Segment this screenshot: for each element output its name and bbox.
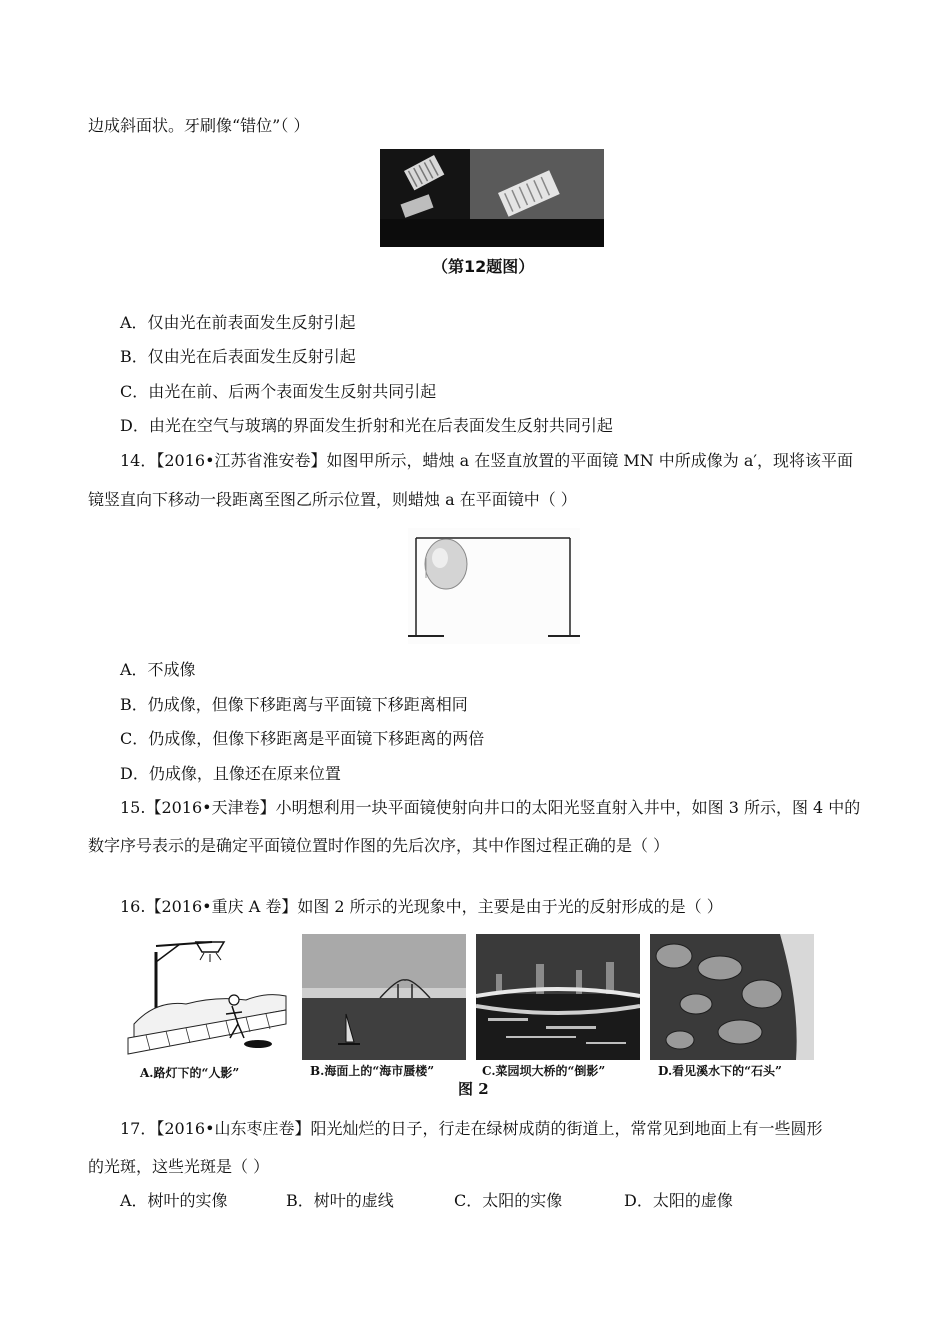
figure-2-title: 图 2	[458, 1080, 489, 1098]
question-13-stem: 边成斜面状。牙刷像“错位”（ ）	[88, 116, 310, 135]
option-d: D．仍成像，且像还在原来位置	[120, 764, 341, 783]
figure-c-bridge-reflection	[476, 934, 640, 1060]
option-a: A．树叶的实像	[120, 1191, 228, 1210]
option-d: D．太阳的虚像	[624, 1191, 733, 1210]
question-15-line2: 数字序号表示的是确定平面镜位置时作图的先后次序，其中作图过程正确的是（ ）	[88, 836, 670, 855]
question-14-line1: 14．【2016•江苏省淮安卷】如图甲所示，蜡烛 a 在竖直放置的平面镜 MN 中所成像为 a′，现将该平面	[120, 451, 854, 470]
figure-d-stream-stones	[650, 934, 814, 1060]
toothbrush-photo	[380, 149, 604, 247]
option-b: B．仍成像，但像下移距离与平面镜下移距离相同	[120, 695, 468, 714]
figure-caption: （第12题图）	[432, 257, 535, 276]
option-c: C．仍成像，但像下移距离是平面镜下移距离的两倍	[120, 729, 485, 748]
option-a: A．不成像	[120, 660, 196, 679]
figure-a-street-lamp	[126, 934, 290, 1060]
figure-b-mirage	[302, 934, 466, 1060]
option-b: B．仅由光在后表面发生反射引起	[120, 347, 356, 366]
figure-label-c: C.菜园坝大桥的“倒影”	[482, 1064, 606, 1078]
question-17-options	[120, 1191, 733, 1211]
option-d: D．由光在空气与玻璃的界面发生折射和光在后表面发生反射共同引起	[120, 416, 613, 435]
figure-label-a: A.路灯下的“人影”	[140, 1066, 240, 1080]
figure-label-d: D.看见溪水下的“石头”	[658, 1064, 782, 1078]
option-a: A．仅由光在前表面发生反射引起	[120, 313, 356, 332]
mirror-candle-figure	[408, 528, 580, 644]
question-17-line1: 17．【2016•山东枣庄卷】阳光灿烂的日子，行走在绿树成荫的街道上，常常见到地面上有一些圆形	[120, 1119, 823, 1138]
question-16-line1: 16.【2016•重庆 A 卷】如图 2 所示的光现象中，主要是由于光的反射形成的是（ ）	[120, 897, 723, 916]
question-17-line2: 的光斑，这些光斑是（ ）	[88, 1157, 270, 1176]
option-b: B．树叶的虚线	[286, 1191, 394, 1210]
question-14-line2: 镜竖直向下移动一段距离至图乙所示位置，则蜡烛 a 在平面镜中（ ）	[88, 490, 577, 509]
figure-label-b: B.海面上的“海市蜃楼”	[310, 1064, 435, 1078]
option-c: C．太阳的实像	[454, 1191, 563, 1210]
question-15-line1: 15.【2016•天津卷】小明想利用一块平面镜使射向井口的太阳光竖直射入井中，如图 3 所示，图 4 中的	[120, 798, 861, 817]
option-c: C．由光在前、后两个表面发生反射共同引起	[120, 382, 437, 401]
